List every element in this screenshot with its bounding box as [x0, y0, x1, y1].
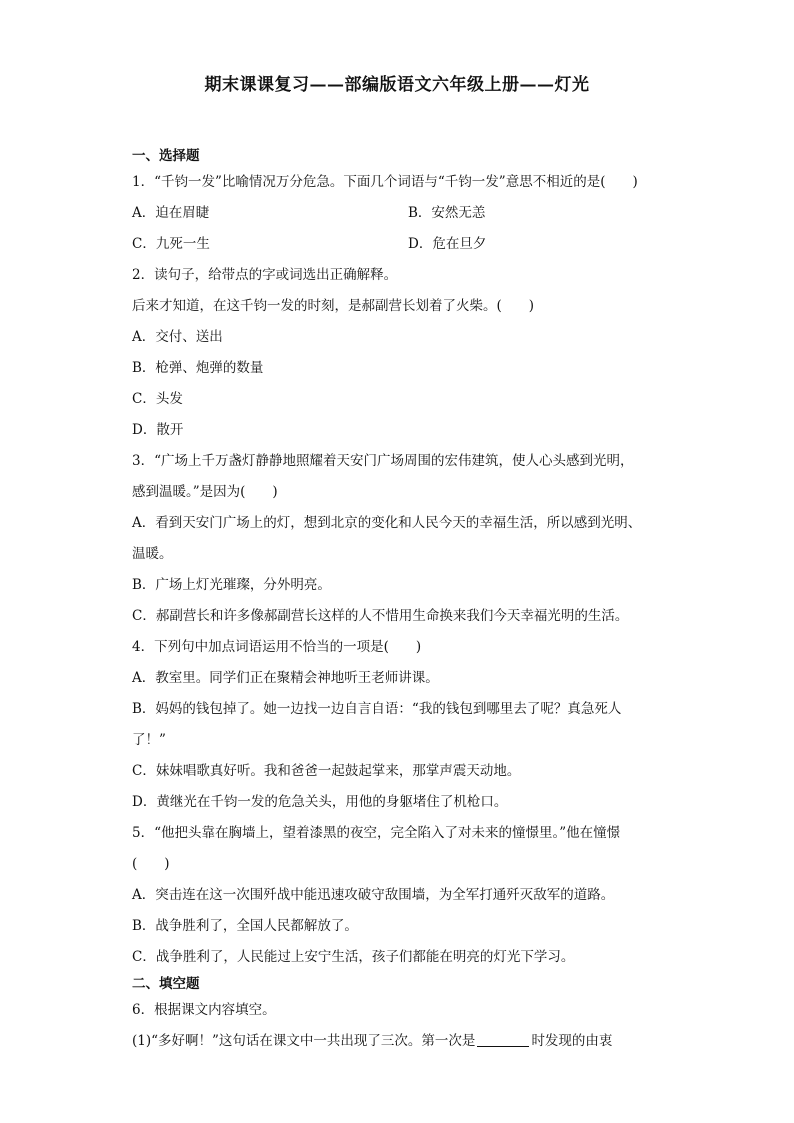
q6-stem: 6．根据课文内容填空。	[132, 1002, 276, 1018]
q3-option-c: C．郝副营长和许多像郝副营长这样的人不惜用生命换来我们今天幸福光明的生活。	[132, 608, 629, 624]
q4-stem: 4．下列句中加点词语运用不恰当的一项是( )	[132, 639, 422, 655]
q2-option-a: A．交付、送出	[132, 329, 223, 345]
q4-option-b-line1: B．妈妈的钱包掉了。她一边找一边自言自语：“我的钱包到哪里去了呢？真急死人	[132, 701, 622, 717]
q1-stem: 1．“千钧一发”比喻情况万分危急。下面几个词语与“千钧一发”意思不相近的是( )	[132, 174, 638, 190]
q1-option-d: D．危在旦夕	[408, 236, 487, 252]
q2-option-b: B．枪弹、炮弹的数量	[132, 360, 264, 376]
q4-option-a: A．教室里。同学们正在聚精会神地听王老师讲课。	[132, 670, 439, 686]
q5-option-b: B．战争胜利了，全国人民都解放了。	[132, 918, 358, 934]
q3-option-b: B．广场上灯光璀璨，分外明亮。	[132, 577, 331, 593]
q6-part1-after: 时发现的由衷	[531, 1033, 613, 1049]
q2-sentence: 后来才知道，在这千钧一发的时刻，是郝副营长划着了火柴。( )	[132, 298, 535, 314]
fill-blank[interactable]	[477, 1032, 529, 1047]
section-heading-choice: 一、选择题	[132, 148, 200, 164]
q2-stem: 2．读句子，给带点的字或词选出正确解释。	[132, 267, 398, 283]
q3-stem-line2: 感到温暖。”是因为( )	[132, 484, 278, 500]
q4-option-c: C．妹妹唱歌真好听。我和爸爸一起鼓起掌来，那掌声震天动地。	[132, 763, 521, 779]
q6-part1	[132, 1032, 612, 1050]
q2-option-c: C．头发	[132, 391, 183, 407]
q2-option-d: D．散开	[132, 422, 184, 438]
q4-option-b-line2: 了！”	[132, 732, 166, 748]
q5-option-c: C．战争胜利了，人民能过上安宁生活，孩子们都能在明亮的灯光下学习。	[132, 949, 575, 965]
q1-option-a: A．迫在眉睫	[132, 205, 210, 221]
q5-stem-line1: 5．“他把头靠在胸墙上，望着漆黑的夜空，完全陷入了对未来的憧憬里。”他在憧憬	[132, 825, 621, 841]
q5-option-a: A．突击连在这一次围歼战中能迅速攻破守敌围墙，为全军打通歼灭敌军的道路。	[132, 887, 615, 903]
page-title: 期末课课复习——部编版语文六年级上册——灯光	[204, 75, 590, 95]
section-heading-fill: 二、填空题	[132, 976, 200, 992]
q3-option-a-line1: A．看到天安门广场上的灯，想到北京的变化和人民今天的幸福生活，所以感到光明、	[132, 515, 642, 531]
q6-part1-before: (1)“多好啊！”这句话在课文中一共出现了三次。第一次是	[132, 1033, 476, 1049]
q3-option-a-line2: 温暖。	[132, 546, 173, 562]
q1-option-b: B．安然无恙	[408, 205, 486, 221]
q5-stem-line2: ( )	[132, 856, 170, 872]
q4-option-d: D．黄继光在千钧一发的危急关头，用他的身躯堵住了机枪口。	[132, 794, 508, 810]
q1-option-c: C．九死一生	[132, 236, 210, 252]
q3-stem-line1: 3．“广场上千万盏灯静静地照耀着天安门广场周围的宏伟建筑，使人心头感到光明，	[132, 453, 634, 469]
